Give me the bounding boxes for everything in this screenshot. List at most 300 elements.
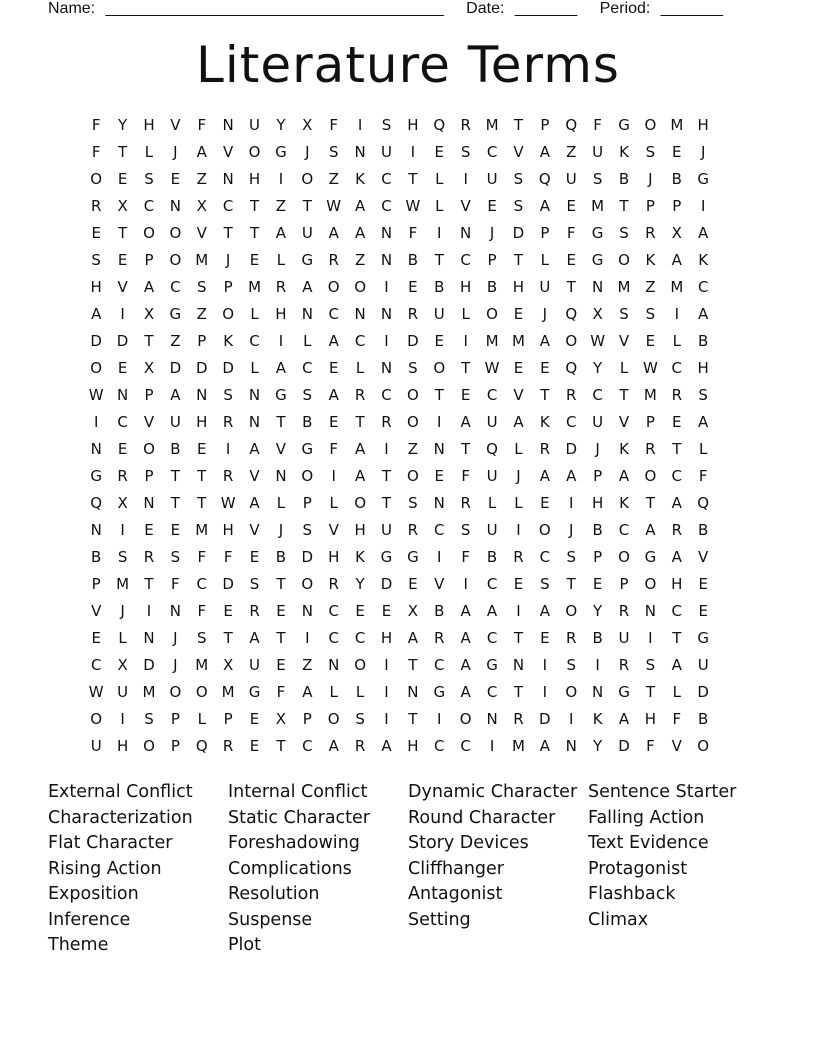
grid-letter: C — [618, 521, 630, 539]
grid-letter: O — [644, 116, 657, 134]
grid-letter: B — [698, 521, 709, 539]
grid-letter: R — [513, 548, 524, 566]
grid-letter: E — [117, 359, 128, 377]
grid-letter: Q — [565, 305, 578, 323]
grid-letter: N — [169, 197, 181, 215]
grid-letter: F — [566, 224, 576, 242]
name-label: Name: — [48, 0, 96, 17]
grid-letter: A — [328, 224, 339, 242]
grid-letter: A — [671, 656, 682, 674]
grid-letter: E — [672, 143, 682, 161]
grid-letter: H — [671, 575, 683, 593]
grid-letter: O — [354, 656, 366, 674]
grid-letter: A — [645, 521, 656, 539]
word-bank-item: Static Character — [228, 807, 370, 828]
grid-letter: I — [542, 683, 548, 701]
period-blank: _______ — [660, 0, 724, 17]
grid-letter: N — [380, 224, 393, 242]
grid-letter: G — [697, 629, 709, 647]
grid-letter: I — [569, 494, 574, 512]
grid-letter: M — [221, 683, 235, 701]
grid-letter: O — [433, 359, 446, 377]
grid-letter: R — [117, 467, 128, 485]
grid-letter: D — [539, 710, 551, 728]
grid-letter: C — [671, 602, 683, 620]
grid-letter: H — [222, 521, 234, 539]
grid-letter: N — [248, 386, 261, 404]
grid-letter: J — [120, 602, 125, 620]
grid-letter: E — [249, 737, 260, 755]
grid-letter: N — [354, 305, 366, 323]
grid-letter: Q — [697, 494, 710, 512]
grid-letter: O — [169, 224, 182, 242]
grid-letter: T — [197, 467, 207, 485]
grid-letter: P — [302, 494, 312, 512]
grid-letter: T — [381, 494, 392, 512]
grid-letter: J — [173, 143, 178, 161]
grid-letter: Z — [328, 170, 339, 188]
grid-letter: V — [460, 197, 471, 215]
grid-letter: L — [487, 494, 497, 512]
grid-row — [83, 679, 743, 706]
grid-letter: E — [408, 575, 418, 593]
grid-letter: L — [435, 197, 444, 215]
grid-row — [83, 274, 743, 301]
grid-row — [83, 517, 743, 544]
grid-row — [83, 220, 743, 247]
grid-letter: T — [118, 224, 128, 242]
grid-row — [83, 733, 743, 760]
grid-letter: C — [434, 656, 445, 674]
grid-letter: S — [381, 116, 392, 134]
grid-letter: X — [196, 197, 207, 215]
grid-letter: R — [513, 710, 524, 728]
grid-letter: G — [248, 683, 261, 701]
grid-letter: I — [648, 629, 653, 647]
grid-letter: R — [222, 413, 234, 431]
grid-letter: H — [275, 305, 287, 323]
grid-letter: U — [539, 278, 551, 296]
grid-letter: S — [302, 521, 313, 539]
grid-letter: I — [120, 305, 125, 323]
grid-letter: X — [143, 305, 155, 323]
grid-letter: E — [698, 602, 708, 620]
grid-letter: N — [565, 737, 577, 755]
grid-row — [83, 409, 743, 436]
grid-letter: I — [93, 413, 99, 431]
grid-letter: D — [380, 575, 393, 593]
grid-letter: C — [143, 197, 155, 215]
grid-letter: E — [117, 251, 128, 269]
grid-letter: H — [697, 116, 709, 134]
grid-letter: Y — [118, 116, 128, 134]
grid-letter: I — [463, 332, 468, 350]
grid-letter: C — [302, 737, 313, 755]
grid-letter: F — [329, 440, 339, 458]
grid-letter: P — [672, 197, 682, 215]
grid-letter: H — [591, 494, 604, 512]
grid-row — [83, 166, 743, 193]
grid-letter: O — [406, 413, 419, 431]
grid-letter: P — [593, 467, 603, 485]
grid-letter: E — [328, 359, 339, 377]
grid-letter: Z — [407, 440, 419, 458]
grid-letter: A — [354, 440, 366, 458]
grid-letter: E — [276, 656, 286, 674]
grid-letter: K — [619, 143, 629, 161]
grid-letter: A — [460, 629, 471, 647]
grid-letter: T — [118, 143, 128, 161]
grid-letter: O — [248, 143, 261, 161]
grid-letter: E — [566, 251, 576, 269]
grid-letter: C — [302, 359, 313, 377]
word-bank-item: Rising Action — [48, 858, 162, 879]
grid-letter: M — [670, 278, 684, 296]
grid-letter: P — [144, 386, 154, 404]
grid-letter: Z — [196, 170, 207, 188]
grid-letter: F — [593, 116, 602, 134]
grid-letter: F — [276, 683, 286, 701]
grid-letter: E — [144, 521, 154, 539]
grid-row — [83, 571, 743, 598]
grid-letter: G — [275, 143, 287, 161]
grid-letter: D — [143, 656, 155, 674]
grid-letter: P — [144, 251, 154, 269]
grid-letter: D — [222, 359, 234, 377]
grid-letter: E — [170, 170, 181, 188]
period-label: Period: — [599, 0, 651, 17]
grid-letter: U — [90, 737, 102, 755]
grid-letter: N — [248, 413, 261, 431]
grid-letter: Q — [565, 116, 578, 134]
word-bank-item: Exposition — [48, 884, 139, 904]
grid-letter: I — [437, 224, 442, 242]
grid-letter: N — [460, 224, 472, 242]
grid-letter: T — [276, 737, 286, 755]
grid-letter: A — [618, 710, 630, 728]
grid-letter: S — [196, 278, 207, 296]
grid-letter: J — [173, 656, 178, 674]
grid-letter: V — [249, 521, 260, 539]
grid-letter: P — [91, 575, 101, 593]
grid-letter: O — [90, 359, 103, 377]
grid-letter: A — [539, 602, 550, 620]
grid-letter: Z — [566, 143, 577, 161]
grid-letter: G — [169, 305, 182, 323]
grid-letter: B — [486, 548, 498, 566]
grid-letter: H — [512, 278, 525, 296]
grid-letter: G — [407, 548, 419, 566]
grid-letter: R — [460, 116, 471, 134]
word-bank-item: Theme — [48, 935, 109, 955]
grid-letter: K — [619, 494, 629, 512]
grid-letter: J — [173, 629, 178, 647]
grid-letter: F — [461, 548, 470, 566]
grid-letter: S — [144, 170, 154, 188]
grid-letter: C — [486, 629, 498, 647]
grid-letter: J — [542, 305, 548, 323]
grid-letter: T — [223, 224, 233, 242]
grid-letter: Y — [593, 602, 603, 620]
grid-letter: F — [223, 548, 233, 566]
grid-letter: T — [170, 467, 180, 485]
grid-letter: P — [223, 278, 233, 296]
grid-letter: W — [405, 197, 421, 215]
grid-letter: B — [592, 521, 603, 539]
grid-letter: C — [196, 575, 207, 593]
grid-letter: P — [645, 413, 655, 431]
grid-letter: C — [354, 332, 366, 350]
grid-letter: R — [434, 629, 445, 647]
grid-letter: A — [671, 548, 682, 566]
grid-letter: G — [618, 683, 630, 701]
grid-letter: C — [486, 143, 498, 161]
grid-letter: C — [381, 197, 392, 215]
grid-letter: L — [514, 494, 523, 512]
grid-letter: E — [91, 224, 101, 242]
grid-letter: X — [143, 359, 155, 377]
grid-letter: S — [592, 170, 603, 188]
grid-letter: H — [196, 413, 208, 431]
grid-letter: C — [565, 413, 577, 431]
grid-letter: T — [276, 629, 286, 647]
grid-letter: X — [117, 656, 128, 674]
grid-letter: U — [618, 629, 630, 647]
grid-letter: C — [671, 359, 683, 377]
word-bank-item: Text Evidence — [588, 833, 709, 853]
grid-letter: F — [672, 710, 682, 728]
grid-letter: C — [592, 386, 603, 404]
grid-letter: L — [355, 359, 365, 377]
grid-letter: N — [512, 656, 525, 674]
grid-letter: L — [699, 440, 708, 458]
grid-letter: A — [328, 332, 339, 350]
grid-letter: I — [384, 710, 389, 728]
grid-row — [83, 139, 743, 166]
grid-letter: R — [143, 548, 155, 566]
grid-letter: O — [618, 548, 630, 566]
grid-letter: M — [670, 116, 684, 134]
grid-letter: C — [117, 413, 128, 431]
grid-letter: P — [197, 332, 207, 350]
grid-letter: A — [196, 143, 207, 161]
grid-letter: E — [249, 251, 260, 269]
grid-letter: T — [408, 710, 418, 728]
grid-letter: L — [619, 359, 629, 377]
grid-letter: L — [355, 683, 365, 701]
word-bank-item: Setting — [408, 909, 471, 930]
grid-letter: A — [381, 737, 392, 755]
grid-row — [83, 625, 743, 652]
grid-letter: U — [592, 413, 604, 431]
grid-letter: T — [408, 656, 418, 674]
grid-letter: A — [302, 683, 313, 701]
grid-letter: U — [169, 413, 181, 431]
grid-letter: G — [301, 251, 314, 269]
name-blank: ______________________________________ — [105, 0, 444, 17]
grid-letter: Z — [275, 197, 287, 215]
grid-letter: U — [117, 683, 129, 701]
grid-letter: R — [407, 521, 419, 539]
grid-letter: J — [225, 251, 231, 269]
grid-letter: C — [460, 251, 471, 269]
word-bank-column — [408, 780, 588, 959]
grid-letter: T — [513, 683, 524, 701]
grid-letter: F — [646, 737, 655, 755]
grid-row — [83, 328, 743, 355]
grid-letter: E — [434, 332, 445, 350]
grid-letter: E — [276, 602, 286, 620]
grid-letter: G — [618, 116, 630, 134]
grid-letter: P — [619, 575, 629, 593]
grid-letter: C — [354, 629, 366, 647]
grid-letter: L — [276, 494, 286, 512]
grid-letter: J — [278, 521, 284, 539]
grid-letter: L — [197, 710, 206, 728]
grid-row — [83, 463, 743, 490]
grid-letter: O — [644, 467, 657, 485]
grid-letter: N — [433, 440, 445, 458]
grid-letter: Q — [538, 170, 551, 188]
grid-letter: P — [540, 116, 550, 134]
grid-letter: G — [591, 224, 604, 242]
grid-letter: B — [407, 251, 419, 269]
grid-letter: J — [700, 143, 706, 161]
grid-letter: L — [250, 359, 259, 377]
word-bank-item: Protagonist — [588, 858, 688, 879]
grid-letter: G — [644, 548, 657, 566]
grid-letter: V — [618, 413, 630, 431]
grid-row — [83, 652, 743, 679]
grid-letter: M — [643, 386, 657, 404]
grid-letter: R — [645, 224, 656, 242]
grid-letter: I — [146, 602, 152, 620]
grid-row — [83, 112, 743, 139]
grid-letter: V — [117, 278, 128, 296]
grid-letter: R — [539, 440, 551, 458]
grid-letter: R — [354, 386, 366, 404]
grid-letter: N — [354, 143, 366, 161]
word-bank-item: Suspense — [228, 909, 313, 930]
grid-letter: N — [486, 710, 498, 728]
grid-letter: H — [143, 116, 155, 134]
grid-letter: E — [355, 602, 365, 620]
grid-letter: C — [249, 332, 260, 350]
grid-letter: C — [697, 278, 709, 296]
grid-letter: Q — [486, 440, 498, 458]
grid-letter: M — [142, 683, 156, 701]
grid-letter: X — [275, 710, 287, 728]
grid-letter: F — [91, 116, 101, 134]
grid-letter: A — [460, 683, 471, 701]
grid-letter: U — [565, 170, 577, 188]
grid-letter: O — [565, 332, 578, 350]
grid-letter: U — [486, 413, 498, 431]
grid-letter: F — [197, 602, 207, 620]
grid-letter: B — [698, 332, 709, 350]
grid-letter: U — [486, 170, 498, 188]
grid-letter: S — [460, 521, 471, 539]
grid-letter: F — [197, 548, 207, 566]
grid-letter: U — [301, 224, 313, 242]
grid-letter: S — [540, 575, 550, 593]
word-bank-item: Antagonist — [408, 884, 503, 904]
grid-letter: T — [513, 251, 524, 269]
grid-letter: D — [407, 332, 419, 350]
grid-letter: T — [513, 629, 524, 647]
grid-letter: N — [380, 251, 393, 269]
grid-letter: H — [407, 737, 419, 755]
grid-letter: S — [460, 143, 471, 161]
grid-letter: S — [249, 575, 260, 593]
grid-letter: Z — [354, 251, 366, 269]
grid-letter: O — [169, 251, 182, 269]
grid-letter: N — [143, 629, 155, 647]
grid-letter: T — [249, 197, 260, 215]
grid-letter: R — [618, 656, 630, 674]
grid-letter: E — [170, 521, 181, 539]
grid-letter: S — [144, 710, 154, 728]
grid-letter: I — [278, 170, 284, 188]
grid-letter: A — [170, 386, 181, 404]
grid-letter: P — [593, 548, 603, 566]
grid-letter: F — [408, 224, 418, 242]
grid-letter: H — [644, 710, 657, 728]
grid-letter: J — [516, 467, 521, 485]
grid-letter: N — [644, 602, 657, 620]
grid-letter: O — [222, 305, 235, 323]
grid-letter: O — [565, 602, 578, 620]
grid-letter: B — [91, 548, 102, 566]
grid-letter: C — [381, 170, 392, 188]
grid-row — [83, 436, 743, 463]
grid-letter: K — [645, 251, 656, 269]
grid-letter: K — [698, 251, 709, 269]
grid-letter: S — [513, 197, 524, 215]
word-bank-item: Plot — [228, 935, 261, 955]
grid-letter: V — [170, 116, 181, 134]
grid-row — [83, 706, 743, 733]
grid-letter: W — [88, 386, 104, 404]
grid-letter: N — [275, 467, 287, 485]
grid-letter: F — [171, 575, 180, 593]
grid-letter: N — [116, 386, 129, 404]
grid-letter: D — [565, 440, 577, 458]
grid-letter: E — [540, 494, 550, 512]
grid-letter: E — [249, 548, 260, 566]
grid-letter: A — [539, 467, 550, 485]
word-bank-item: Inference — [48, 909, 131, 930]
grid-letter: N — [380, 359, 393, 377]
grid-letter: S — [328, 143, 339, 161]
grid-letter: A — [460, 413, 471, 431]
grid-letter: A — [328, 737, 339, 755]
header-fields — [48, 0, 748, 20]
grid-letter: I — [278, 332, 284, 350]
word-bank-item: Flat Character — [48, 833, 173, 853]
grid-letter: P — [170, 737, 180, 755]
grid-letter: N — [301, 305, 313, 323]
grid-letter: A — [671, 251, 682, 269]
grid-letter: L — [672, 683, 681, 701]
grid-letter: T — [566, 575, 576, 593]
grid-letter: R — [328, 251, 339, 269]
grid-letter: C — [222, 197, 234, 215]
grid-letter: A — [698, 224, 709, 242]
grid-letter: I — [595, 656, 600, 674]
word-bank-column — [228, 780, 408, 959]
word-bank-item: Flashback — [588, 884, 676, 904]
